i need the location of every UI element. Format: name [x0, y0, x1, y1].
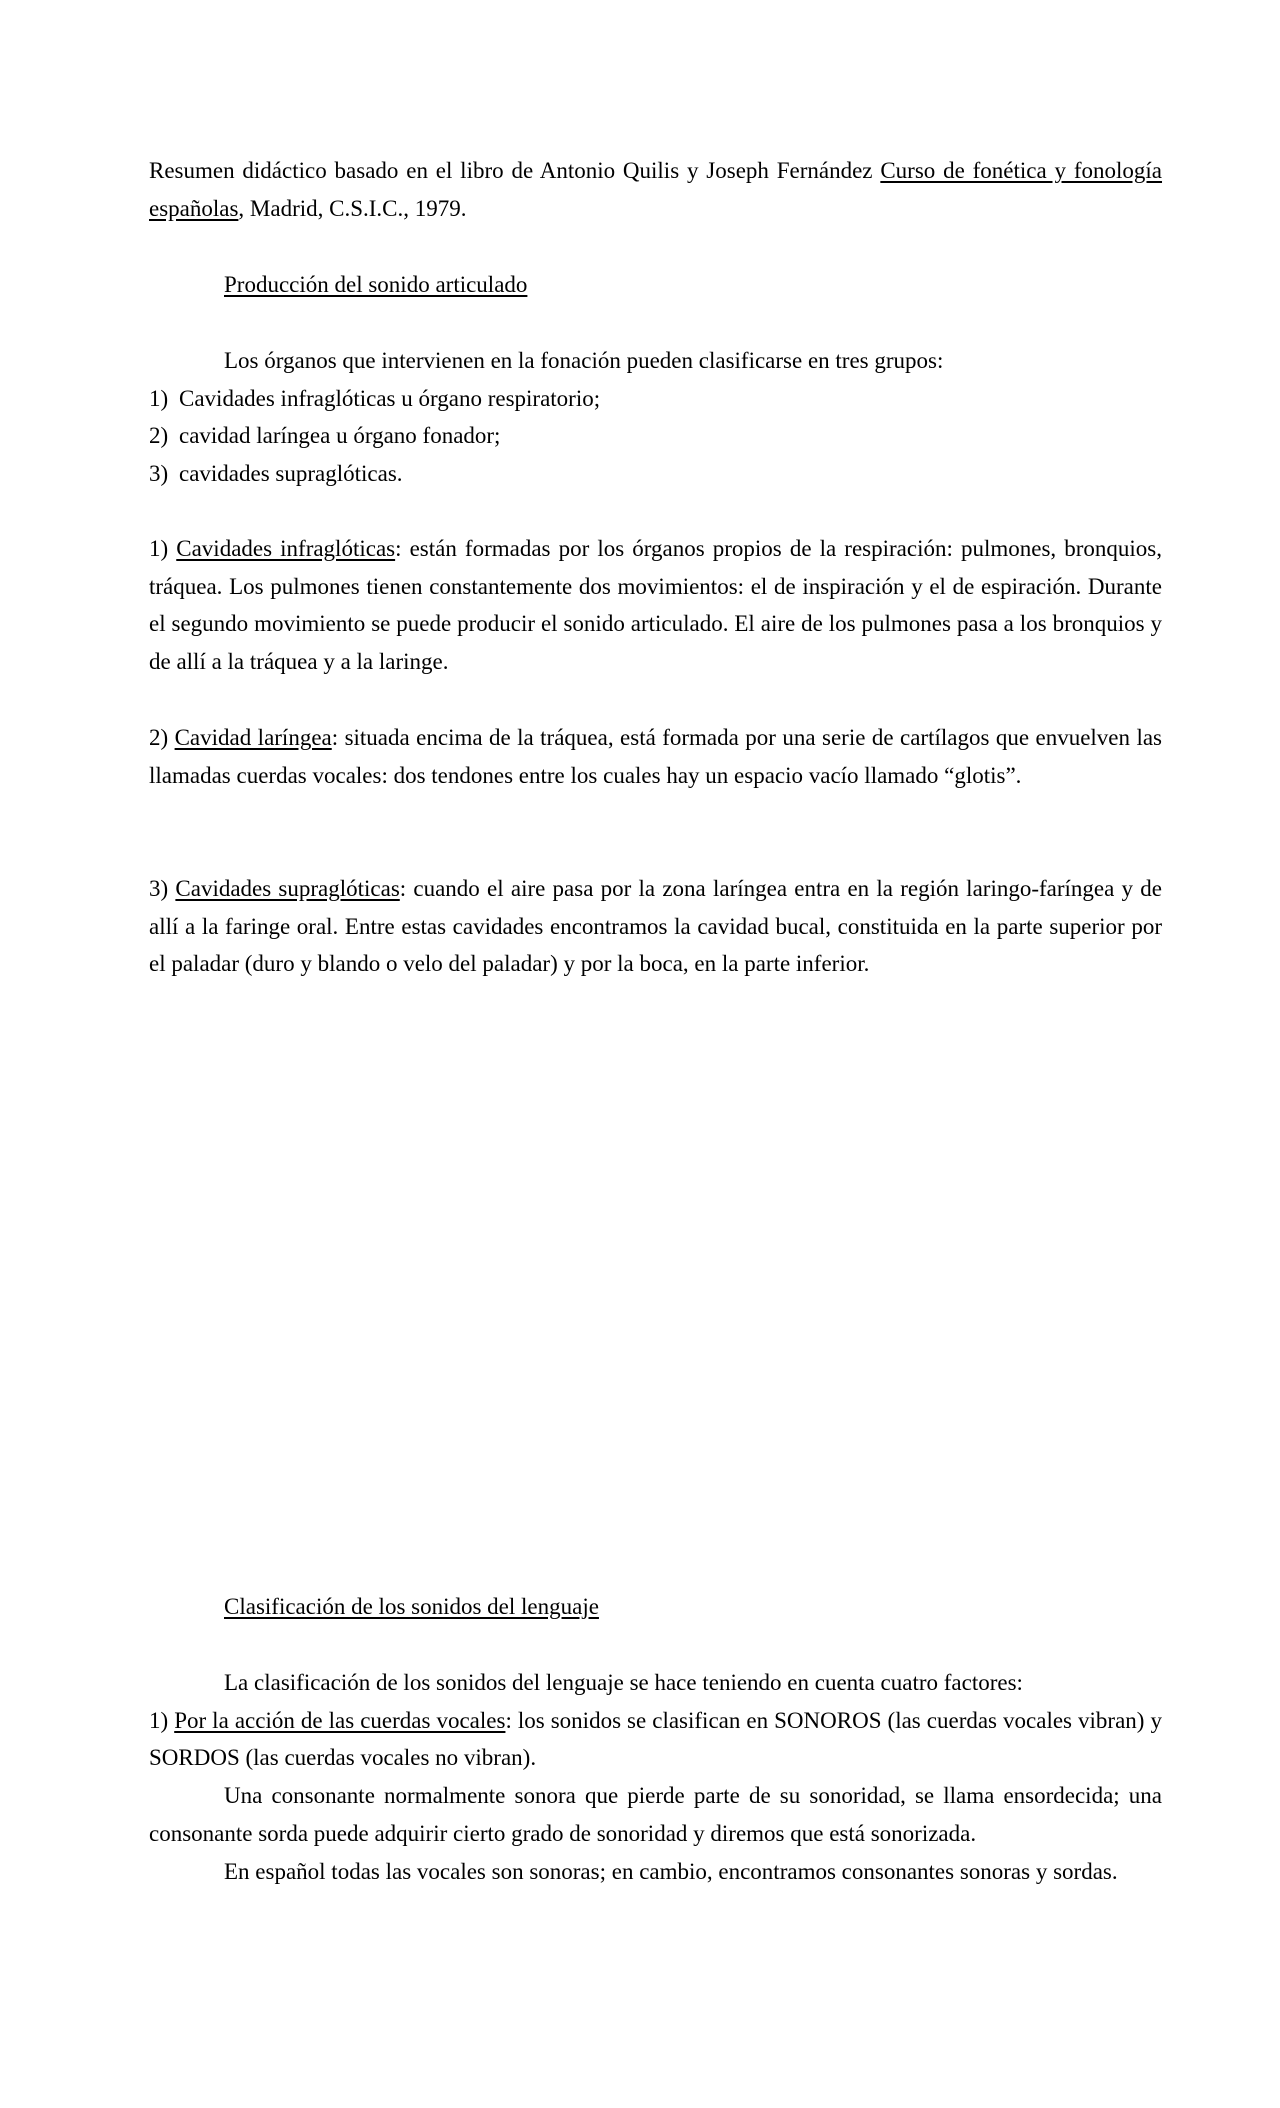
- intro-suffix: , Madrid, C.S.I.C., 1979.: [238, 195, 467, 221]
- intro-paragraph: [149, 152, 1162, 227]
- section-heading-text: Producción del sonido articulado: [224, 272, 528, 297]
- organs-list-block: [149, 342, 1162, 493]
- organs-lead: Los órganos que intervienen en la fonación pueden clasificarse en tres grupos:: [224, 348, 944, 373]
- vocal-cords-item: [149, 1702, 1162, 1777]
- spanish-vowels-paragraph: En español todas las vocales son sonoras; en cambio, encontramos consonantes sonoras y sordas.: [224, 1858, 1118, 1884]
- list-item: [149, 455, 1162, 493]
- paragraph-number: 1): [149, 536, 177, 561]
- book-title: Curso de fonética y fonología españolas: [149, 158, 1163, 221]
- intro-prefix: Resumen didáctico basado en el libro de Antonio Quilis y Joseph Fernández: [149, 158, 881, 183]
- list-number: 1): [149, 385, 169, 411]
- list-text: cavidad laríngea u órgano fonador;: [179, 423, 501, 449]
- paragraph-term: Cavidades supraglóticas: [175, 876, 400, 901]
- list-number: 3): [149, 461, 169, 487]
- classification-lead: La clasificación de los sonidos del lenguaje se hace teniendo en cuenta cuatro factores:: [224, 1670, 1023, 1695]
- list-item: [149, 380, 1162, 418]
- section-heading-text: Clasificación de los sonidos del lenguaje: [224, 1594, 599, 1619]
- classification-block: [149, 1664, 1162, 1890]
- devoiced-paragraph: Una consonante normalmente sonora que pierde parte de su sonoridad, se llama ensordecida; una consonante sorda puede adquirir cierto grado de sonoridad y diremos que está sonorizada.: [149, 1783, 1162, 1846]
- paragraph-number: 3): [149, 876, 176, 901]
- section-heading-production: [149, 266, 1237, 304]
- paragraph-term: Por la acción de las cuerdas vocales: [174, 1707, 506, 1733]
- paragraph-term: Cavidad laríngea: [174, 725, 332, 750]
- paragraph-number: 2): [149, 725, 175, 750]
- paragraph-text: : situada encima de la tráquea, está formada por una serie de cartílagos que envuelven las llamadas cuerdas vocales: dos tendones entre los cuales hay un espacio vacío llamado “glotis”.: [149, 725, 1162, 788]
- section-heading-classification: [149, 1588, 1237, 1626]
- paragraph-text: : los sonidos se clasifican en SONOROS (las cuerdas vocales vibran) y SORDOS (las cuerdas vocales no vibran).: [149, 1707, 1162, 1771]
- paragraph-text: : están formadas por los órganos propios de la respiración: pulmones, bronquios, tráquea. Los pulmones tienen constantemente dos movimientos: el de inspiración y el de espiración. Durante el segundo movimiento se puede producir el sonido articulado. El aire de los pulmones pasa a los bronquios y de allí a la tráquea y a la laringe.: [149, 536, 1162, 675]
- paragraph-term: Cavidades infraglóticas: [176, 536, 396, 561]
- list-text: Cavidades infraglóticas u órgano respiratorio;: [179, 385, 601, 411]
- paragraph-laryngeal: [149, 719, 1162, 794]
- paragraph-number: 1): [149, 1707, 175, 1733]
- list-number: 2): [149, 423, 169, 449]
- paragraph-text: : cuando el aire pasa por la zona laríngea entra en la región laringo-faríngea y de allí a la faringe oral. Entre estas cavidades encontramos la cavidad bucal, constituida en la parte superior por el paladar (duro y blando o velo del paladar) y por la boca, en la parte inferior.: [149, 876, 1162, 977]
- list-item: [149, 417, 1162, 455]
- paragraph-infraglotic: [149, 530, 1162, 681]
- list-text: cavidades supraglóticas.: [179, 461, 403, 487]
- paragraph-supraglotic: [149, 870, 1162, 983]
